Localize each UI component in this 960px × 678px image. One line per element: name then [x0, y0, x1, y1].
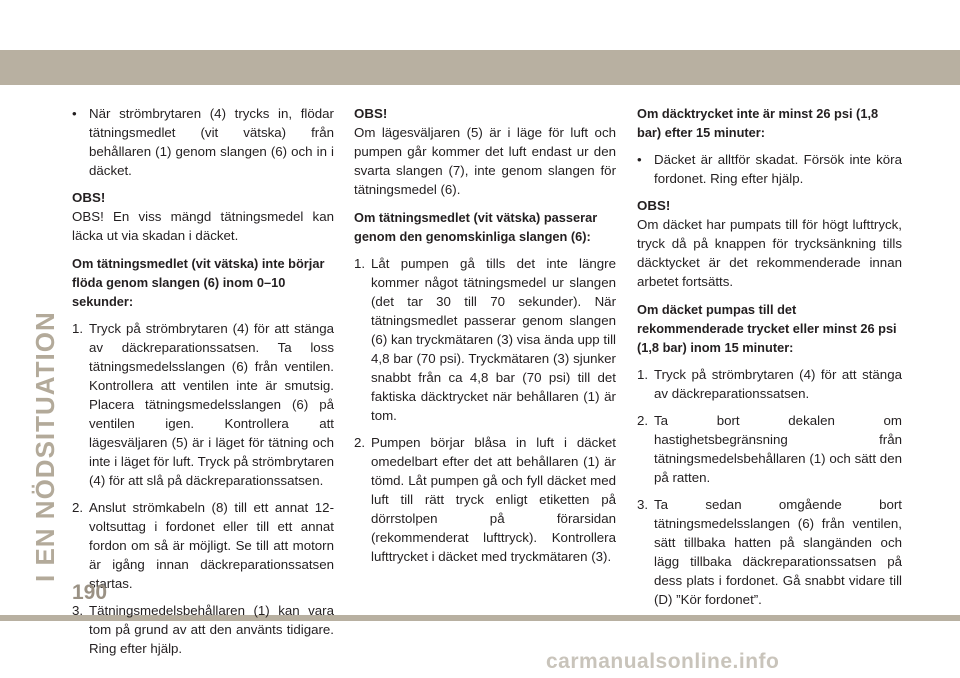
- item-number: 2.: [72, 500, 84, 515]
- item-number: 2.: [354, 435, 366, 450]
- numbered-item-2: [72, 498, 334, 593]
- section-heading: Om däcket pumpas till det rekommenderade trycket eller minst 26 psi (1,8 bar) inom 15 minuter:: [637, 302, 897, 355]
- item-text: Tryck på strömbrytaren (4) för att stänga av däckreparationssatsen.: [654, 367, 902, 401]
- obs-label: OBS!: [354, 106, 388, 121]
- bullet-marker: •: [637, 152, 642, 167]
- section-heading: Om däcktrycket inte är minst 26 psi (1,8 bar) efter 15 minuter:: [637, 106, 879, 140]
- column-1: [72, 104, 334, 666]
- item-text: Tryck på strömbrytaren (4) för att stänga av däckreparationssatsen. Ta loss tätningsmedelsslangen (6) från ventilen. Kontrollera att ventilen inte är smutsig. Placera tätningsmedelsslangen (6) på ventilen igen. Kontrollera att lägesväljaren (5) är i läget för tätning och inte i läget för luft. Tryck på strömbrytaren (4) för att slå på däckreparationssatsen.: [89, 321, 334, 488]
- bullet-text: Däcket är alltför skadat. Försök inte köra fordonet. Ring efter hjälp.: [654, 152, 902, 186]
- item-text: Ta bort dekalen om hastighetsbegränsning från tätningsmedelsbehållaren (1) och sätt den på ratten.: [654, 413, 902, 485]
- column-2: [354, 104, 616, 574]
- column-3: [637, 104, 902, 617]
- bullet-text: När strömbrytaren (4) trycks in, flödar tätningsmedlet (vit vätska) från behållaren (1) genom slangen (6) och in i däcket.: [89, 106, 334, 178]
- numbered-item-1: [637, 365, 902, 403]
- item-text: Tätningsmedelsbehållaren (1) kan vara tom på grund av att den använts tidigare. Ring efter hjälp.: [89, 603, 334, 656]
- obs-label: OBS!: [637, 198, 671, 213]
- item-text: Ta sedan omgående bort tätningsmedelsslangen (6) från ventilen, sätt tillbaka hatten på slangänden och lägg tillbaka däckreparationssatsen på dess plats i fordonet. Gå snabbt vidare till (D) ”Kör fordonet”.: [654, 497, 902, 607]
- numbered-item-2: [354, 433, 616, 566]
- section-heading: Om tätningsmedlet (vit vätska) inte börjar flöda genom slangen (6) inom 0–10 sekunder:: [72, 256, 325, 309]
- obs-text: Om lägesväljaren (5) är i läge för luft och pumpen går kommer det luft endast ur den svarta slangen (7), inte genom slangen för tätningsmedel (6).: [354, 125, 616, 197]
- item-number: 2.: [637, 413, 649, 428]
- numbered-item-3: [72, 601, 334, 658]
- item-text: Låt pumpen gå tills det inte längre kommer något tätningsmedel ur slangen (det tar 30 till 70 sekunder). När tätningsmedlet passerar genom slangen (6) kan tryckmätaren (3) visa ända upp till 4,8 bar (70 psi). Tryckmätaren (3) sjunker snabbt från ca 4,8 bar (70 psi) till det faktiska däcktrycket när behållaren (1) är tom.: [371, 256, 616, 423]
- bullet-item: [637, 150, 902, 188]
- watermark: carmanualsonline.info: [546, 650, 780, 673]
- obs-text: Om däcket har pumpats till för högt lufttryck, tryck då på knappen för trycksänkning tills däcktycket är det rekommenderade innan arbetet fortsätts.: [637, 217, 902, 289]
- numbered-item-2: [637, 411, 902, 487]
- header-band: [0, 50, 960, 85]
- obs-text: OBS! En viss mängd tätningsmedel kan läcka ut via skadan i däcket.: [72, 209, 334, 243]
- item-text: Pumpen börjar blåsa in luft i däcket omedelbart efter det att behållaren (1) är tömd. Låt pumpen gå och fyll däcket med luft till rätt tryck enligt etiketten på dörrstolpen på förarsidan (rekommenderat lufttryck). Kontrollera lufttrycket i däcket med tryckmätaren (3).: [371, 435, 616, 564]
- item-number: 1.: [72, 321, 84, 336]
- chapter-title: I EN NÖDSITUATION: [30, 311, 60, 582]
- section-heading: Om tätningsmedlet (vit vätska) passerar genom den genomskinliga slangen (6):: [354, 210, 598, 244]
- item-number: 1.: [354, 256, 366, 271]
- item-number: 1.: [637, 367, 649, 382]
- bullet-marker: •: [72, 106, 77, 121]
- numbered-item-3: [637, 495, 902, 609]
- item-number: 3.: [72, 603, 84, 618]
- bullet-item: [72, 104, 334, 180]
- obs-label: OBS!: [72, 190, 106, 205]
- item-number: 3.: [637, 497, 649, 512]
- item-text: Anslut strömkabeln (8) till ett annat 12-voltsuttag i fordonet eller till ett annat fordon om så är möjligt. Se till att motorn är igång innan däckreparationssatsen startas.: [89, 500, 334, 591]
- page-number: 190: [72, 581, 108, 604]
- numbered-item-1: [72, 319, 334, 490]
- numbered-item-1: [354, 254, 616, 425]
